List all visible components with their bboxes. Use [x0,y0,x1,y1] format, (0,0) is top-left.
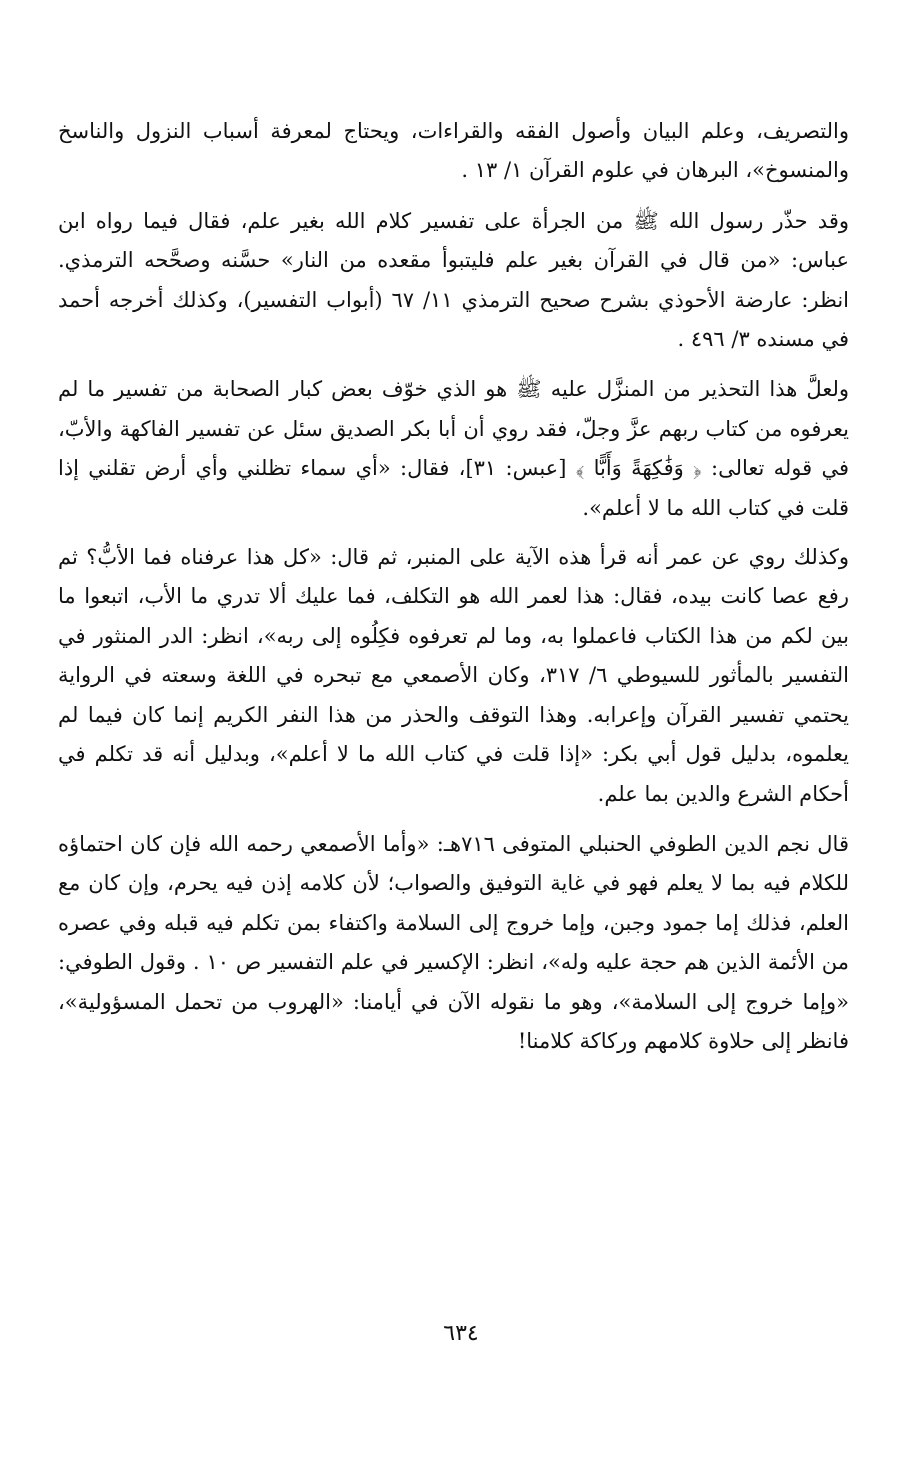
paragraph-2: وقد حذّر رسول الله ﷺ من الجرأة على تفسير كلام الله بغير علم، فقال فيما رواه ابن عباس: «من قال في القرآن بغير علم فليتبوأ مقعده من النار» حسَّنه وصحَّحه الترمذي. انظر: عارضة الأحوذي بشرح صحيح الترمذي ١١/ ٦٧ (أبواب التفسير)، وكذلك أخرجه أحمد في مسنده ٣/ ٤٩٦ . [58,208,849,352]
page-body [58,112,849,1061]
paragraph-3: ولعلَّ هذا التحذير من المنزَّل عليه ﷺ هو الذي خوّف بعض كبار الصحابة من تفسير ما لم يعرفوه من كتاب ربهم عزَّ وجلّ، فقد روي أن أبا بكر الصديق سئل عن تفسير الفاكهة والأبّ، في قوله تعالى: ﴿ وَفَٰكِهَةً وَأَبًّا ﴾ [عبس: ٣١]، فقال: «أي سماء تظلني وأي أرض تقلني إذا قلت في كتاب الله ما لا أعلم». [58,377,849,520]
paragraph-1: والتصريف، وعلم البيان وأصول الفقه والقراءات، ويحتاج لمعرفة أسباب النزول والناسخ والمنسوخ»، البرهان في علوم القرآن ١/ ١٣ . [58,119,849,183]
paragraph-5: قال نجم الدين الطوفي الحنبلي المتوفى ٧١٦هـ: «وأما الأصمعي رحمه الله فإن كان احتماؤه للكلام فيه بما لا يعلم فهو في غاية التوفيق والصواب؛ لأن كلامه إذن فيه يحرم، وإن كان مع العلم، فذلك إما جمود وجبن، وإما خروج إلى السلامة واكتفاء بمن تكلم فيه قبله وفي عصره من الأئمة الذين هم حجة عليه وله»، انظر: الإكسير في علم التفسير ص ١٠ . وقول الطوفي: «وإما خروج إلى السلامة»، وهو ما نقوله الآن في أيامنا: «الهروب من تحمل المسؤولية»، فانظر إلى حلاوة كلامهم وركاكة كلامنا! [58,831,849,1053]
page-number: ٦٣٤ [443,1321,479,1346]
paragraph-4: وكذلك روي عن عمر أنه قرأ هذه الآية على المنبر، ثم قال: «كل هذا عرفناه فما الأبُّ؟ ثم رفع عصا كانت بيده، فقال: هذا لعمر الله هو التكلف، فما عليك ألا تدري ما الأب، اتبعوا ما بين لكم من هذا الكتاب فاعملوا به، وما لم تعرفوه فكِلُوه إلى ربه»، انظر: الدر المنثور في التفسير بالمأثور للسيوطي ٦/ ٣١٧، وكان الأصمعي مع تبحره في اللغة وسعته في الرواية يحتمي تفسير القرآن وإعرابه. وهذا التوقف والحذر من هذا النفر الكريم إنما كان فيما لم يعلموه، بدليل قول أبي بكر: «إذا قلت في كتاب الله ما لا أعلم»، وبدليل أنه قد تكلم في أحكام الشرع والدين بما علم. [58,545,849,806]
